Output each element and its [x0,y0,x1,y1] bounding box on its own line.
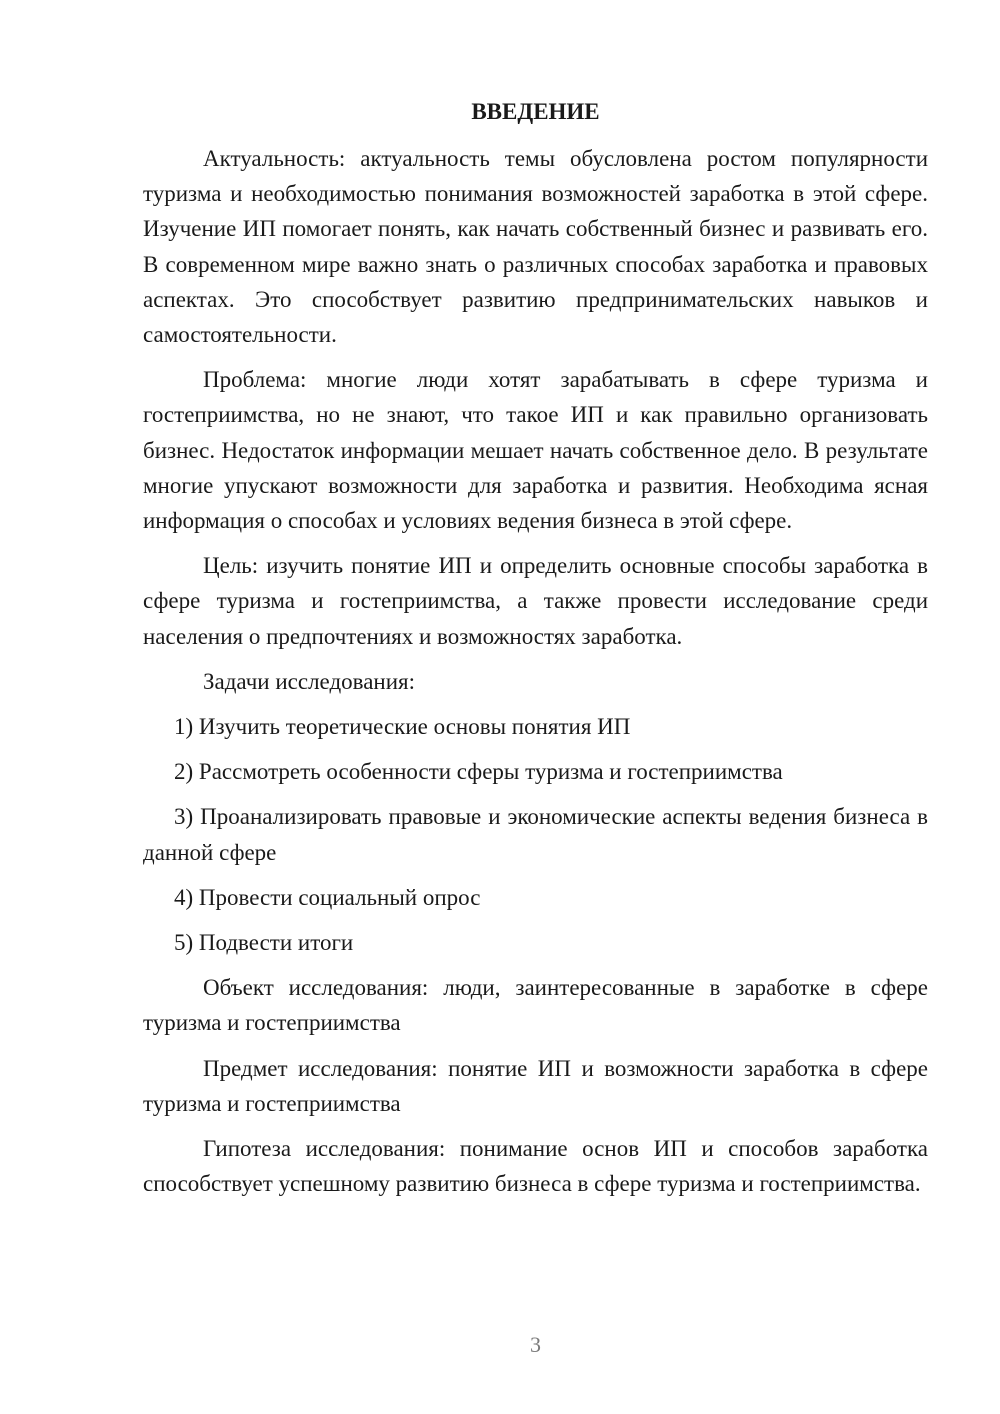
task-item-1: 1) Изучить теоретические основы понятия ИП [174,714,631,740]
page-number: 3 [530,1332,541,1357]
task-item-4: 4) Провести социальный опрос [174,884,481,910]
paragraph-relevance: Актуальность: актуальность темы обусловлена ростом популярности туризма и необходимостью понимания возможностей заработка в этой сфере. Изучение ИП помогает понять, как начать собственный бизнес и развивать его. В современном мире важно знать о различных способах заработка и правовых аспектах. Это способствует развитию предпринимательских навыков и самостоятельности. [143,146,928,348]
task-item-2: 2) Рассмотреть особенности сферы туризма и гостеприимства [174,759,783,785]
paragraph-subject: Предмет исследования: понятие ИП и возможности заработка в сфере туризма и гостеприимства [143,1055,928,1116]
paragraph-tasks-heading: Задачи исследования: [203,668,416,694]
section-title: ВВЕДЕНИЕ [471,99,600,124]
paragraph-goal: Цель: изучить понятие ИП и определить основные способы заработка в сфере туризма и гостеприимства, а также провести исследование среди населения о предпочтениях и возможностях заработка. [143,553,928,649]
task-item-3: 3) Проанализировать правовые и экономические аспекты ведения бизнеса в данной сфере [143,804,928,865]
body-text [143,141,928,1211]
task-item-5: 5) Подвести итоги [174,930,354,956]
paragraph-hypothesis: Гипотеза исследования: понимание основ ИП и способов заработка способствует успешному развитию бизнеса в сфере туризма и гостеприимства. [143,1136,928,1197]
paragraph-object: Объект исследования: люди, заинтересованные в заработке в сфере туризма и гостеприимства [143,975,928,1036]
paragraph-problem: Проблема: многие люди хотят зарабатывать в сфере туризма и гостеприимства, но не знают, что такое ИП и как правильно организовать бизнес. Недостаток информации мешает начать собственное дело. В результате многие упускают возможности для заработка и развития. Необходима ясная информация о способах и условиях ведения бизнеса в этой сфере. [143,367,928,534]
